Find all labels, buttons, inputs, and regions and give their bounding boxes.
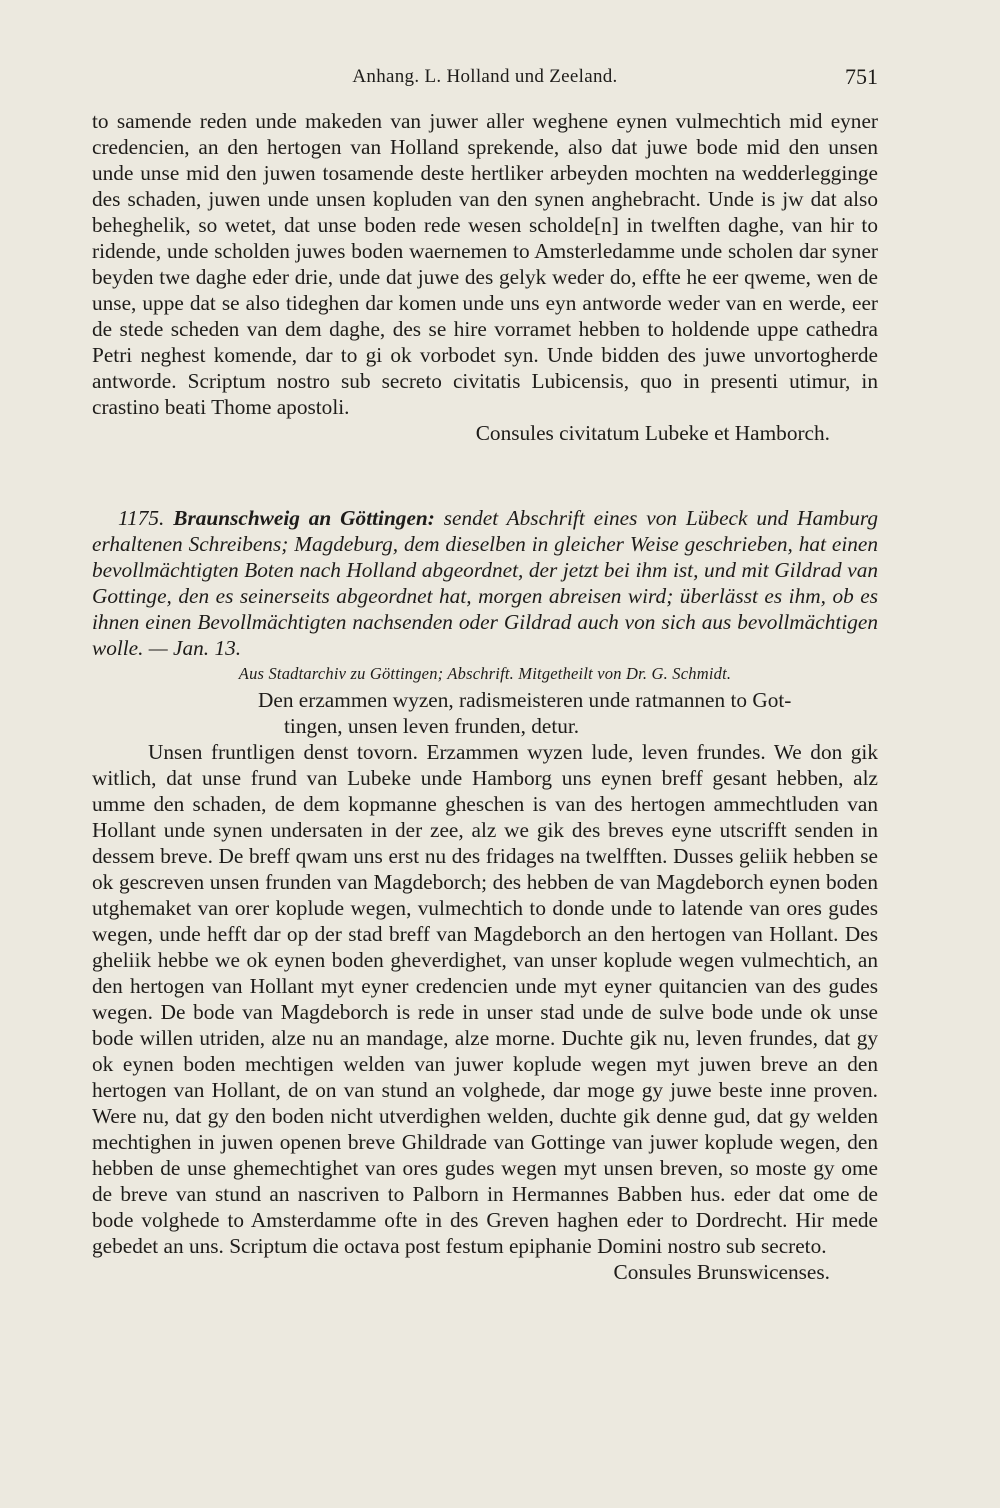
- letter-1-signoff: Consules civitatum Lubeke et Hamborch.: [475, 421, 830, 445]
- entry-source: Aus Stadtarchiv zu Göttingen; Abschrift. Mitgetheilt von Dr. G. Schmidt.: [238, 664, 732, 683]
- letter-2-body: Unsen fruntligen denst tovorn. Erzammen wyzen lude, leven frundes. We don gik witlich, dat unse frund van Lubeke unde Hamborg uns eynen breff gesant hebben, alz umme den schaden, de dem kopmanne gheschen is van des hertogen ammechtluden van Hollant unde synen undersaten in der zee, alz we gik des breves eyne utscrifft senden in dessem breve. De breff qwam uns erst nu des fridages na twelfften. Dusses geliik hebben se ok gescreven unsen frunden van Magdeborch; des hebben de van Magdeborch eynen boden utghemaket van orer koplude wegen, vulmechtich to donde unde to latende van ores gudes wegen, unde hefft dar op der stad breff van Magdeborch an den hertogen van Hollant. Des gheliik hebbe we ok eynen boden gheverdighet, van unser koplude wegen vulmechtich, an den hertogen van Hollant myt eyner credencien unde myt eyner quitancien van des gudes wegen. De bode van Magdeborch is rede in unser stad unde de sulve bode unde ok unse bode willen utriden, alze nu an mandage, alze morne. Duchte gik nu, leven frundes, dat gy ok eynen boden mechtigen welden van juwer koplude wegen myt juwen breve an den hertogen van Hollant, de on van stund an volghede, dar moge gy juwe beste inne proven. Were nu, dat gy den boden nicht utverdighen welden, duchte gik denne gud, dat gy welden mechtighen in juwen openen breve Ghildrade van Gottinge van juwer koplude wegen, den hebben de unse ghemechtighet van ores gudes wegen myt unsen breven, so moste gy ome de breve van stund an nascriven to Palborn in Hermannes Babben hus. eder dat ome de bode volghede to Amsterdamme ofte in des Greven haghen eder to Dordrecht. Hir mede gebedet an uns. Scriptum die octava post festum epiphanie Domini nostro sub secreto.: [92, 740, 878, 1258]
- letter-2-signoff: Consules Brunswicenses.: [613, 1260, 830, 1284]
- letter-1: [92, 108, 878, 446]
- letter-2-address: [92, 687, 878, 739]
- address-line-1: Den erzammen wyzen, radismeisteren unde ratmannen to Got-: [258, 688, 792, 712]
- page-number: 751: [845, 64, 878, 89]
- letter-1-body: to samende reden unde makeden van juwer aller weghene eynen vulmechtich mid eyner credencien, an den hertogen van Holland sprekende, also dat juwe bode mid den unsen unde unse mid den juwen tosamende deste hertliker arbeyden mochten na wedderlegginge des schaden, juwen unde unsen kopluden van den synen anghebracht. Unde is jw dat also beheghelik, so wetet, dat unse boden rede wesen scholde[n] in twelften daghe, van hir to ridende, unde scholden juwes boden waernemen to Amsterledamme unde scholen dar syner beyden twe daghe eder drie, unde dat juwe des gelyk weder do, effte he eer qweme, wen de unse, uppe dat se also tideghen dar komen unde uns eyn antworde weder van en werde, eer de stede scheden van dem daghe, des se hire vorramet hebben to holdende uppe cathedra Petri neghest komende, dar to gi ok vorbodet syn. Unde bidden des juwe unvortogherde antworde. Scriptum nostro sub secreto civitatis Lubicensis, quo in presenti utimur, in crastino beati Thome apostoli.: [92, 109, 878, 419]
- entry-1175: [92, 505, 878, 1285]
- address-line-2: tingen, unsen leven frunden, detur.: [284, 714, 580, 738]
- entry-summary-text: sendet Abschrift eines von Lübeck und Hamburg erhaltenen Schreibens; Magdeburg, dem dieselben in gleicher Weise geschrieben, hat einen bevollmächtigten Boten nach Holland abgeordnet, der jetzt bei ihm ist, und mit Gildrad van Gottinge, den es seinerseits abgeordnet hat, morgen abreisen wird; überlässt es ihm, ob es ihnen einen Bevollmächtigten nachsenden oder Gildrad auch von sich aus bevollmächtigen wolle. — Jan. 13.: [92, 506, 879, 660]
- entry-number: 1175.: [118, 506, 165, 530]
- running-head: Anhang. L. Holland und Zeeland.: [352, 66, 618, 87]
- entry-heading: Braunschweig an Göttingen:: [173, 506, 435, 530]
- page-header: [92, 64, 878, 98]
- entry-summary: [92, 505, 878, 661]
